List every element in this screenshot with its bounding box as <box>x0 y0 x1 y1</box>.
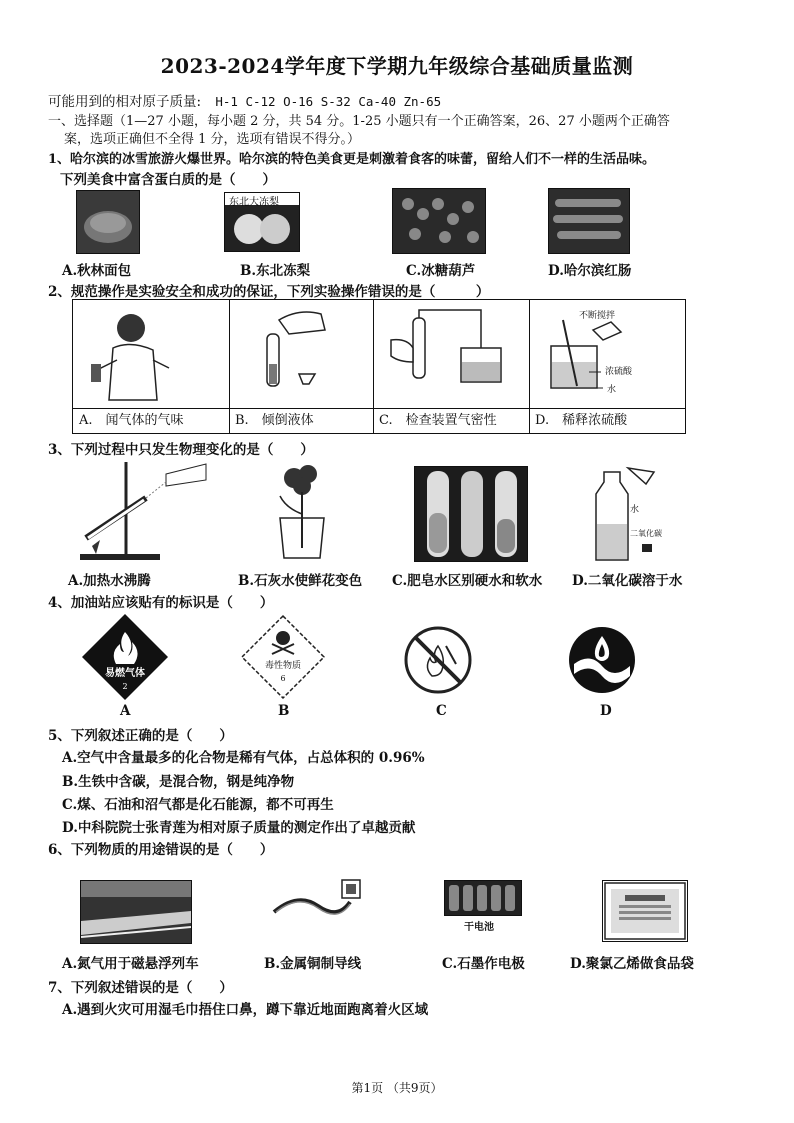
q2-option-b: B. 倾倒液体 <box>229 408 373 433</box>
q4-sign-a-num: 2 <box>122 682 128 691</box>
q6-image-foodbag <box>602 880 688 942</box>
q4-option-c: C <box>436 703 447 719</box>
q3-option-c: C.肥皂水区别硬水和软水 <box>392 573 543 589</box>
q6-image-wire <box>268 872 364 934</box>
q4-sign-no-fire <box>402 624 474 696</box>
q2-cell-b <box>229 300 374 433</box>
q6-image-batteries <box>444 880 522 916</box>
q6-option-b: B.金属铜制导线 <box>264 956 362 972</box>
q4-sign-flammable-gas <box>80 612 170 702</box>
q1-image-pear-text: 东北大冻梨 <box>229 197 279 208</box>
q1-image-pear <box>224 192 300 252</box>
q4-sign-water-saving <box>566 624 638 696</box>
q2-figure-airtight <box>373 300 529 408</box>
q3-d-label-water: 水 <box>630 505 640 515</box>
q1-option-c: C.冰糖葫芦 <box>406 263 476 279</box>
q5-stem: 5、下列叙述正确的是（ ） <box>48 728 233 744</box>
atomic-masses-label: 可能用到的相对原子质量: <box>48 94 202 110</box>
q2-d-label-stir: 不断搅拌 <box>579 311 616 321</box>
q1-image-sausage <box>548 188 630 254</box>
q6-option-c: C.石墨作电极 <box>442 956 525 972</box>
q6-image-batteries-label: 干电池 <box>464 922 494 933</box>
q5-option-c: C.煤、石油和沼气都是化石能源，都不可再生 <box>62 797 334 813</box>
q3-option-a: A.加热水沸腾 <box>68 573 151 589</box>
q7-stem: 7、下列叙述错误的是（ ） <box>48 980 233 996</box>
q2-figure-smell <box>73 300 229 408</box>
section-instructions-line2: 案，选项正确但不全得 1 分，选项有错误不得分。） <box>64 132 361 147</box>
q3-option-d: D.二氧化碳溶于水 <box>572 573 683 589</box>
skull-icon <box>240 614 326 700</box>
q3-d-label-co2: 二氧化碳 <box>630 529 662 538</box>
q2-cell-c <box>373 300 530 433</box>
q6-option-a: A.氮气用于磁悬浮列车 <box>62 956 199 972</box>
q6-option-d: D.聚氯乙烯做食品袋 <box>570 956 694 972</box>
q1-option-d: D.哈尔滨红肠 <box>548 263 632 279</box>
q2-stem: 2、规范操作是实验安全和成功的保证，下列实验操作错误的是（ ） <box>48 284 490 300</box>
q2-d-label-water: 水 <box>607 385 617 395</box>
q2-cell-a <box>73 300 230 433</box>
q2-figure-pour <box>229 300 373 408</box>
q2-option-d: D. 稀释浓硫酸 <box>529 408 685 433</box>
q2-option-a: A. 闻气体的气味 <box>73 408 229 433</box>
q1-image-tanghulu <box>392 188 486 254</box>
q1-stem-2: 下列美食中富含蛋白质的是（ ） <box>60 172 276 188</box>
q4-sign-b-num: 6 <box>280 674 286 683</box>
q3-stem: 3、下列过程中只发生物理变化的是（ ） <box>48 442 314 458</box>
atomic-masses-values: H-1 C-12 O-16 S-32 Ca-40 Zn-65 <box>215 94 442 109</box>
q2-cell-d <box>529 300 685 433</box>
q7-option-a: A.遇到火灾可用湿毛巾捂住口鼻，蹲下靠近地面跑离着火区域 <box>62 1002 429 1018</box>
q1-stem: 1、哈尔滨的冰雪旅游火爆世界。哈尔滨的特色美食更是刺激着食客的味蕾，留给人们不一样的生活品味。 <box>48 152 656 167</box>
page-number: 第1页 （共9页） <box>351 1081 443 1095</box>
q3-option-b: B.石灰水使鲜花变色 <box>238 573 363 589</box>
q4-sign-a-text: 易燃气体 <box>105 668 145 679</box>
section-instructions-line1: 一、选择题（1—27 小题，每小题 2 分，共 54 分。1-25 小题只有一个正确答案，26、27 小题两个正确答 <box>48 114 670 129</box>
q1-image-bread <box>76 190 140 254</box>
q4-sign-toxic <box>240 614 326 700</box>
q5-option-a: A.空气中含量最多的化合物是稀有气体，占总体积的 0.96% <box>62 750 425 766</box>
page-title: 2023-2024学年度下学期九年级综合基础质量监测 <box>160 54 634 78</box>
q2-d-label-acid: 浓硫酸 <box>605 367 633 377</box>
q3-image-boil <box>66 458 216 564</box>
q6-stem: 6、下列物质的用途错误的是（ ） <box>48 842 274 858</box>
q4-sign-b-text: 毒性物质 <box>264 661 301 671</box>
q2-table <box>72 299 686 434</box>
q4-option-b: B <box>278 703 290 719</box>
q5-option-b: B.生铁中含碳，是混合物，钢是纯净物 <box>62 774 295 790</box>
q3-image-co2 <box>584 464 674 564</box>
atomic-masses <box>48 90 441 110</box>
q2-option-c: C. 检查装置气密性 <box>373 408 529 433</box>
q4-option-d: D <box>600 703 612 719</box>
q6-image-maglev <box>80 880 192 944</box>
q5-option-d: D.中科院院士张青莲为相对原子质量的测定作出了卓越贡献 <box>62 820 416 836</box>
q4-option-a: A <box>120 703 131 719</box>
q4-stem: 4、加油站应该贴有的标识是（ ） <box>48 595 274 611</box>
q3-image-flower <box>264 458 344 564</box>
q1-option-b: B.东北冻梨 <box>240 263 311 279</box>
q3-image-tubes <box>414 466 528 562</box>
q1-option-a: A.秋林面包 <box>62 263 132 279</box>
